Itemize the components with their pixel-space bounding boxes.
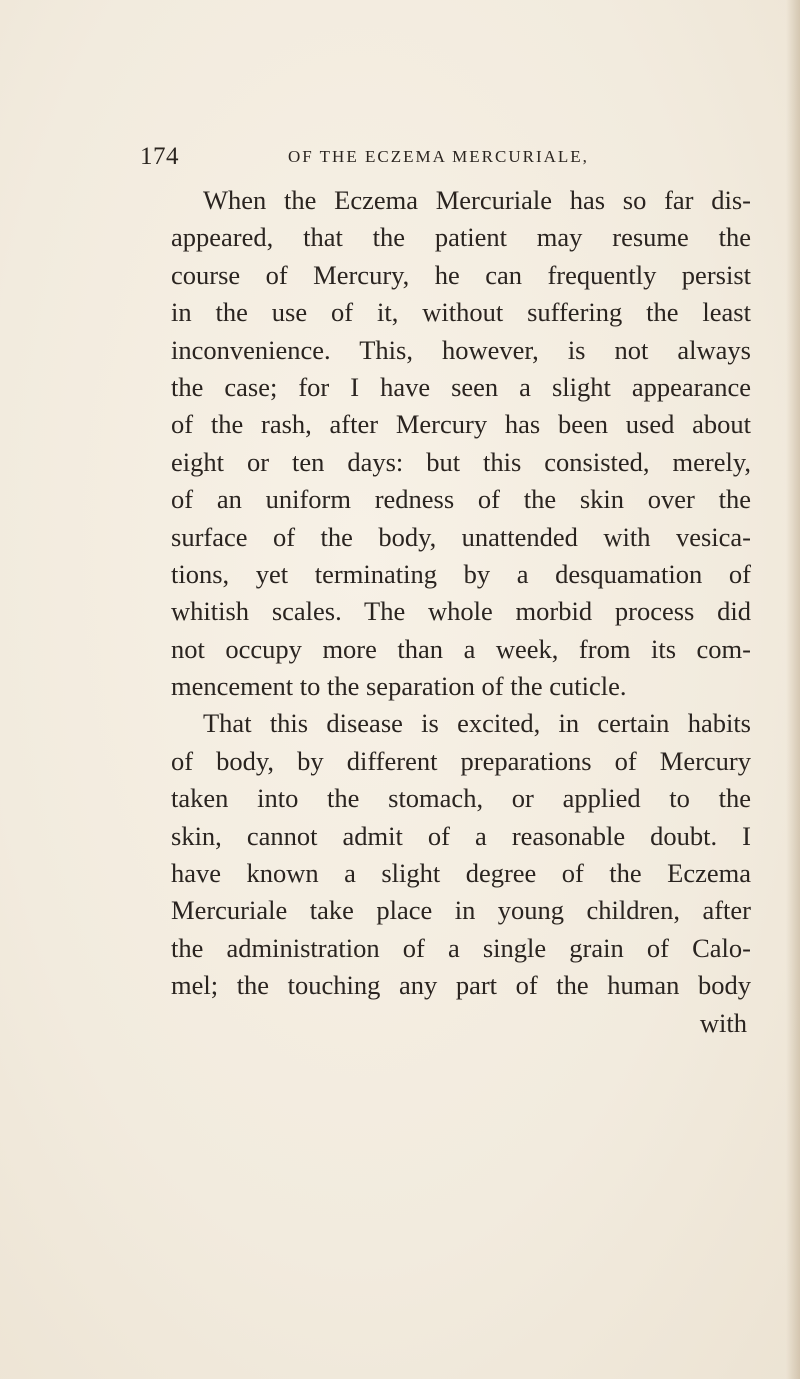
paragraph-1-line: of an uniform redness of the skin over the — [171, 484, 751, 515]
running-head: OF THE ECZEMA MERCURIALE, — [288, 147, 589, 166]
paragraph-1-line: appeared, that the patient may resume the — [171, 222, 751, 253]
paragraph-1-line: inconvenience. This, however, is not always — [171, 334, 751, 365]
body-text — [171, 182, 751, 1042]
paragraph-1-line: in the use of it, without suffering the least — [171, 297, 751, 328]
paragraph-1-line: of the rash, after Mercury has been used about — [171, 409, 751, 440]
paragraph-1-line: course of Mercury, he can frequently persist — [171, 259, 751, 290]
paragraph-1-line: mencement to the separation of the cuticle. — [171, 671, 627, 702]
paragraph-2-line: taken into the stomach, or applied to the — [171, 783, 751, 814]
paragraph-2-line: Mercuriale take place in young children, after — [171, 895, 751, 926]
page-number: 174 — [140, 143, 179, 170]
page-header — [140, 143, 740, 177]
paragraph-2-line: of body, by different preparations of Mercury — [171, 745, 751, 776]
catchword: with — [699, 1007, 747, 1038]
paragraph-1-line: not occupy more than a week, from its com- — [171, 633, 751, 664]
paragraph-1-line: tions, yet terminating by a desquamation of — [171, 558, 751, 589]
paragraph-2-line: have known a slight degree of the Eczema — [171, 858, 751, 889]
paragraph-1-line: When the Eczema Mercuriale has so far dis- — [203, 185, 751, 215]
paragraph-2-line: skin, cannot admit of a reasonable doubt. I — [171, 820, 751, 851]
paragraph-1-line: surface of the body, unattended with vesica- — [171, 521, 751, 552]
paragraph-1-line: whitish scales. The whole morbid process did — [171, 596, 751, 627]
paragraph-2-line: That this disease is excited, in certain habits — [203, 708, 751, 739]
paragraph-1-line: the case; for I have seen a slight appearance — [171, 371, 751, 402]
paragraph-2-line: mel; the touching any part of the human body — [171, 970, 751, 1001]
paragraph-2-line: the administration of a single grain of Calo- — [171, 932, 751, 963]
page-edge-shadow — [786, 0, 800, 1379]
paragraph-1-line: eight or ten days: but this consisted, merely, — [171, 446, 751, 477]
